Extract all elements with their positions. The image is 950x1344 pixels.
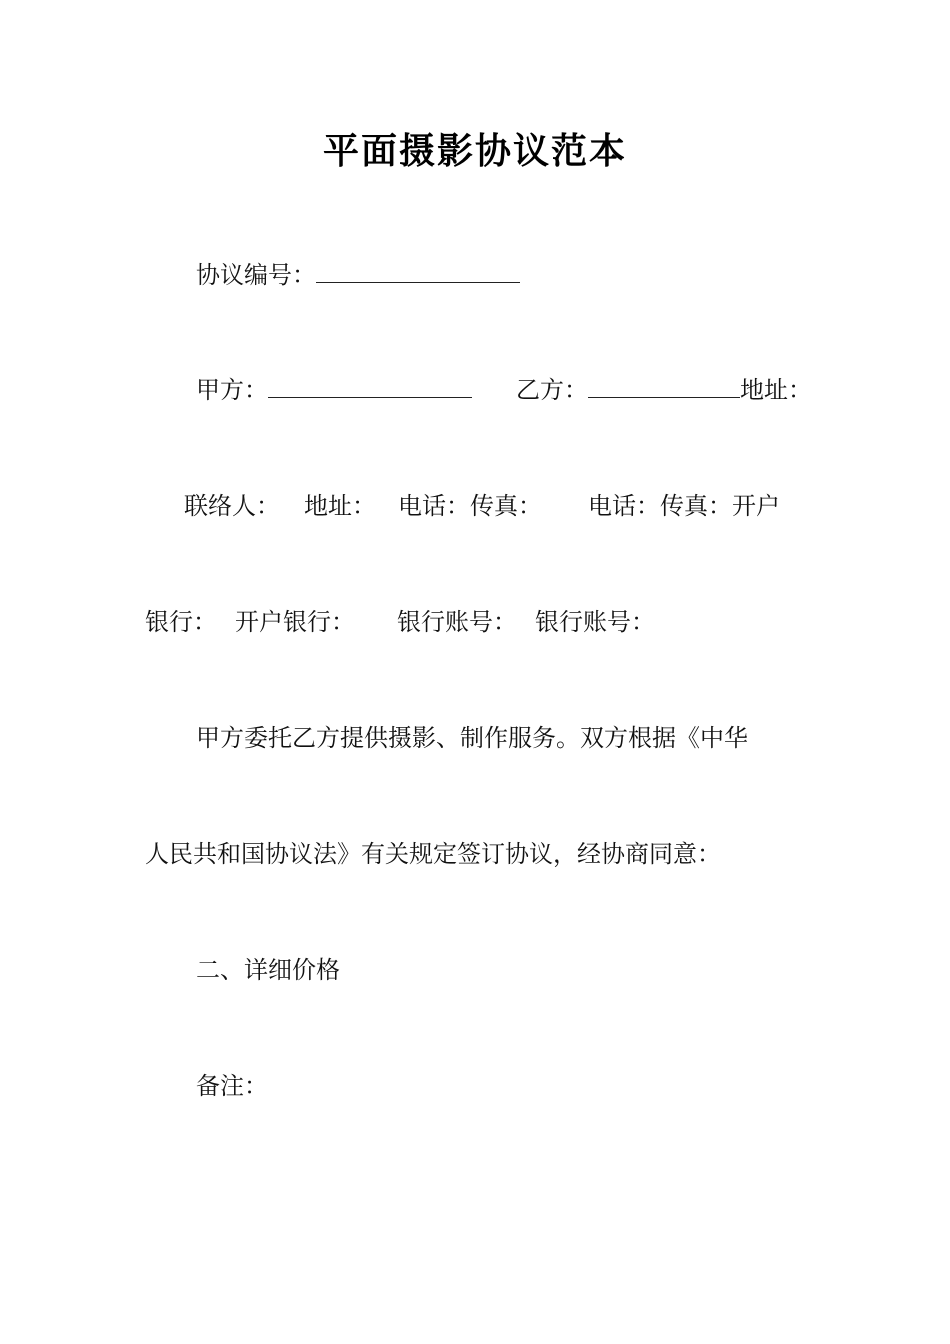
party-b-blank (588, 371, 740, 398)
agreement-number-line (196, 255, 520, 295)
bank-account-label-1: 银行账号： (397, 608, 517, 636)
agreement-number-label: 协议编号： (196, 261, 316, 289)
bank-account-label-2: 银行账号： (535, 608, 655, 636)
address-label-1: 地址： (740, 376, 812, 404)
party-b-label: 乙方： (516, 376, 588, 404)
remarks-label: 备注： (196, 1072, 268, 1100)
parties-line (196, 370, 812, 410)
party-a-blank (268, 371, 472, 398)
phone-fax-label-1: 电话：传真： (398, 492, 542, 520)
agreement-number-blank (316, 256, 520, 283)
bank-line (145, 602, 655, 642)
party-a-label: 甲方： (196, 376, 268, 404)
body-paragraph-line-1: 甲方委托乙方提供摄影、制作服务。双方根据《中华 (196, 724, 748, 752)
address-label-2: 地址： (304, 492, 376, 520)
phone-fax-label-2: 电话：传真：开户 (588, 492, 780, 520)
contact-label: 联络人： (184, 492, 280, 520)
contact-line (184, 486, 780, 526)
bank-label-1: 银行： (145, 608, 217, 636)
body-paragraph-line-2: 人民共和国协议法》有关规定签订协议，经协商同意： (145, 840, 721, 868)
document-title: 平面摄影协议范本 (322, 131, 627, 172)
section-heading: 二、详细价格 (196, 956, 340, 984)
open-bank-label: 开户银行： (235, 608, 355, 636)
